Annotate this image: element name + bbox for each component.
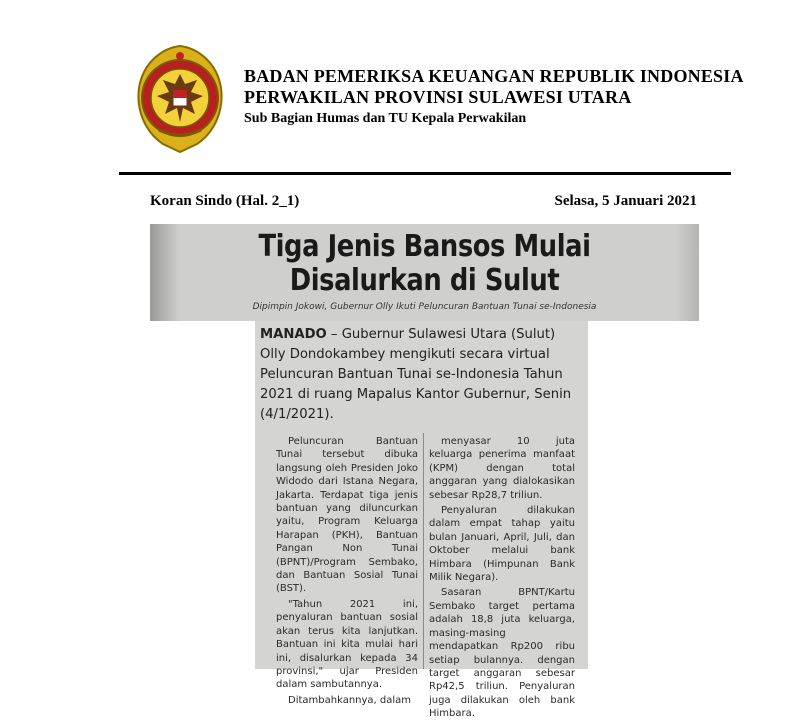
headline-line2: Disalurkan di Sulut	[289, 263, 560, 298]
paragraph: menyasar 10 juta keluarga penerima manfaat (KPM) dengan total anggaran yang dialokasikan sebesar Rp28,7 triliun.	[429, 436, 575, 501]
paragraph: Penyaluran dilakukan dalam empat tahap yaitu bulan Januari, April, Juli, dan Oktober melalui bank Himbara (Himpunan Bank Milik Negara).	[429, 505, 575, 584]
bpk-emblem-logo	[133, 44, 227, 154]
lead-text: – Gubernur Sulawesi Utara (Sulut) Olly Dondokambey mengikuti secara virtual Peluncuran Bantuan Tunai se-Indonesia Tahun 2021 di ruang Mapalus Kantor Gubernur, Senin (4/1/2021).	[260, 327, 572, 422]
article-column-1	[276, 435, 418, 709]
paragraph: "Tahun 2021 ini, penyaluran bantuan sosial akan terus kita lanjutkan. Bantuan ini kita mulai hari ini, disalurkan kepada 34 provinsi," ujar Presiden dalam sambutannya.	[276, 598, 418, 691]
column-divider	[423, 433, 424, 669]
article-subhead: Dipimpin Jokowi, Gubernur Olly Ikuti Peluncuran Bantuan Tunai se-Indonesia	[252, 302, 597, 312]
org-name-line1: BADAN PEMERIKSA KEUANGAN REPUBLIK INDONESIA	[244, 66, 744, 86]
paragraph: Ditambahkannya, dalam	[288, 694, 412, 706]
article-column-2	[429, 435, 575, 723]
paragraph: Peluncuran Bantuan Tunai tersebut dibuka langsung oleh Presiden Joko Widodo dari Istana Negara, Jakarta. Terdapat tiga jenis bantuan yang diluncurkan yaitu, Program Keluarga Harapan (PKH), Bantuan Pangan Non Tunai (BPNT)/Program Sembako, dan Bantuan Sosial Tunai (BST).	[276, 436, 418, 595]
clipping-header	[150, 224, 699, 321]
clipping-body	[255, 321, 588, 720]
dateline: MANADO	[260, 327, 327, 342]
header-divider	[119, 172, 731, 175]
headline-line1: Tiga Jenis Bansos Mulai	[258, 229, 591, 264]
publication-date: Selasa, 5 Januari 2021	[554, 193, 697, 209]
newspaper-source: Koran Sindo (Hal. 2_1)	[150, 193, 300, 209]
org-unit: Sub Bagian Humas dan TU Kepala Perwakilan	[244, 111, 527, 126]
paragraph: Sasaran BPNT/Kartu Sembako target pertama adalah 18,8 juta keluarga, masing-masing mendapatkan Rp200 ribu setiap bulannya. dengan target anggaran sebesar Rp42,5 triliun. Penyaluran juga dilakukan oleh bank Himbara.	[429, 587, 575, 720]
article-headline	[188, 230, 660, 298]
article-lead	[260, 325, 580, 425]
org-name-line2: PERWAKILAN PROVINSI SULAWESI UTARA	[244, 87, 632, 107]
